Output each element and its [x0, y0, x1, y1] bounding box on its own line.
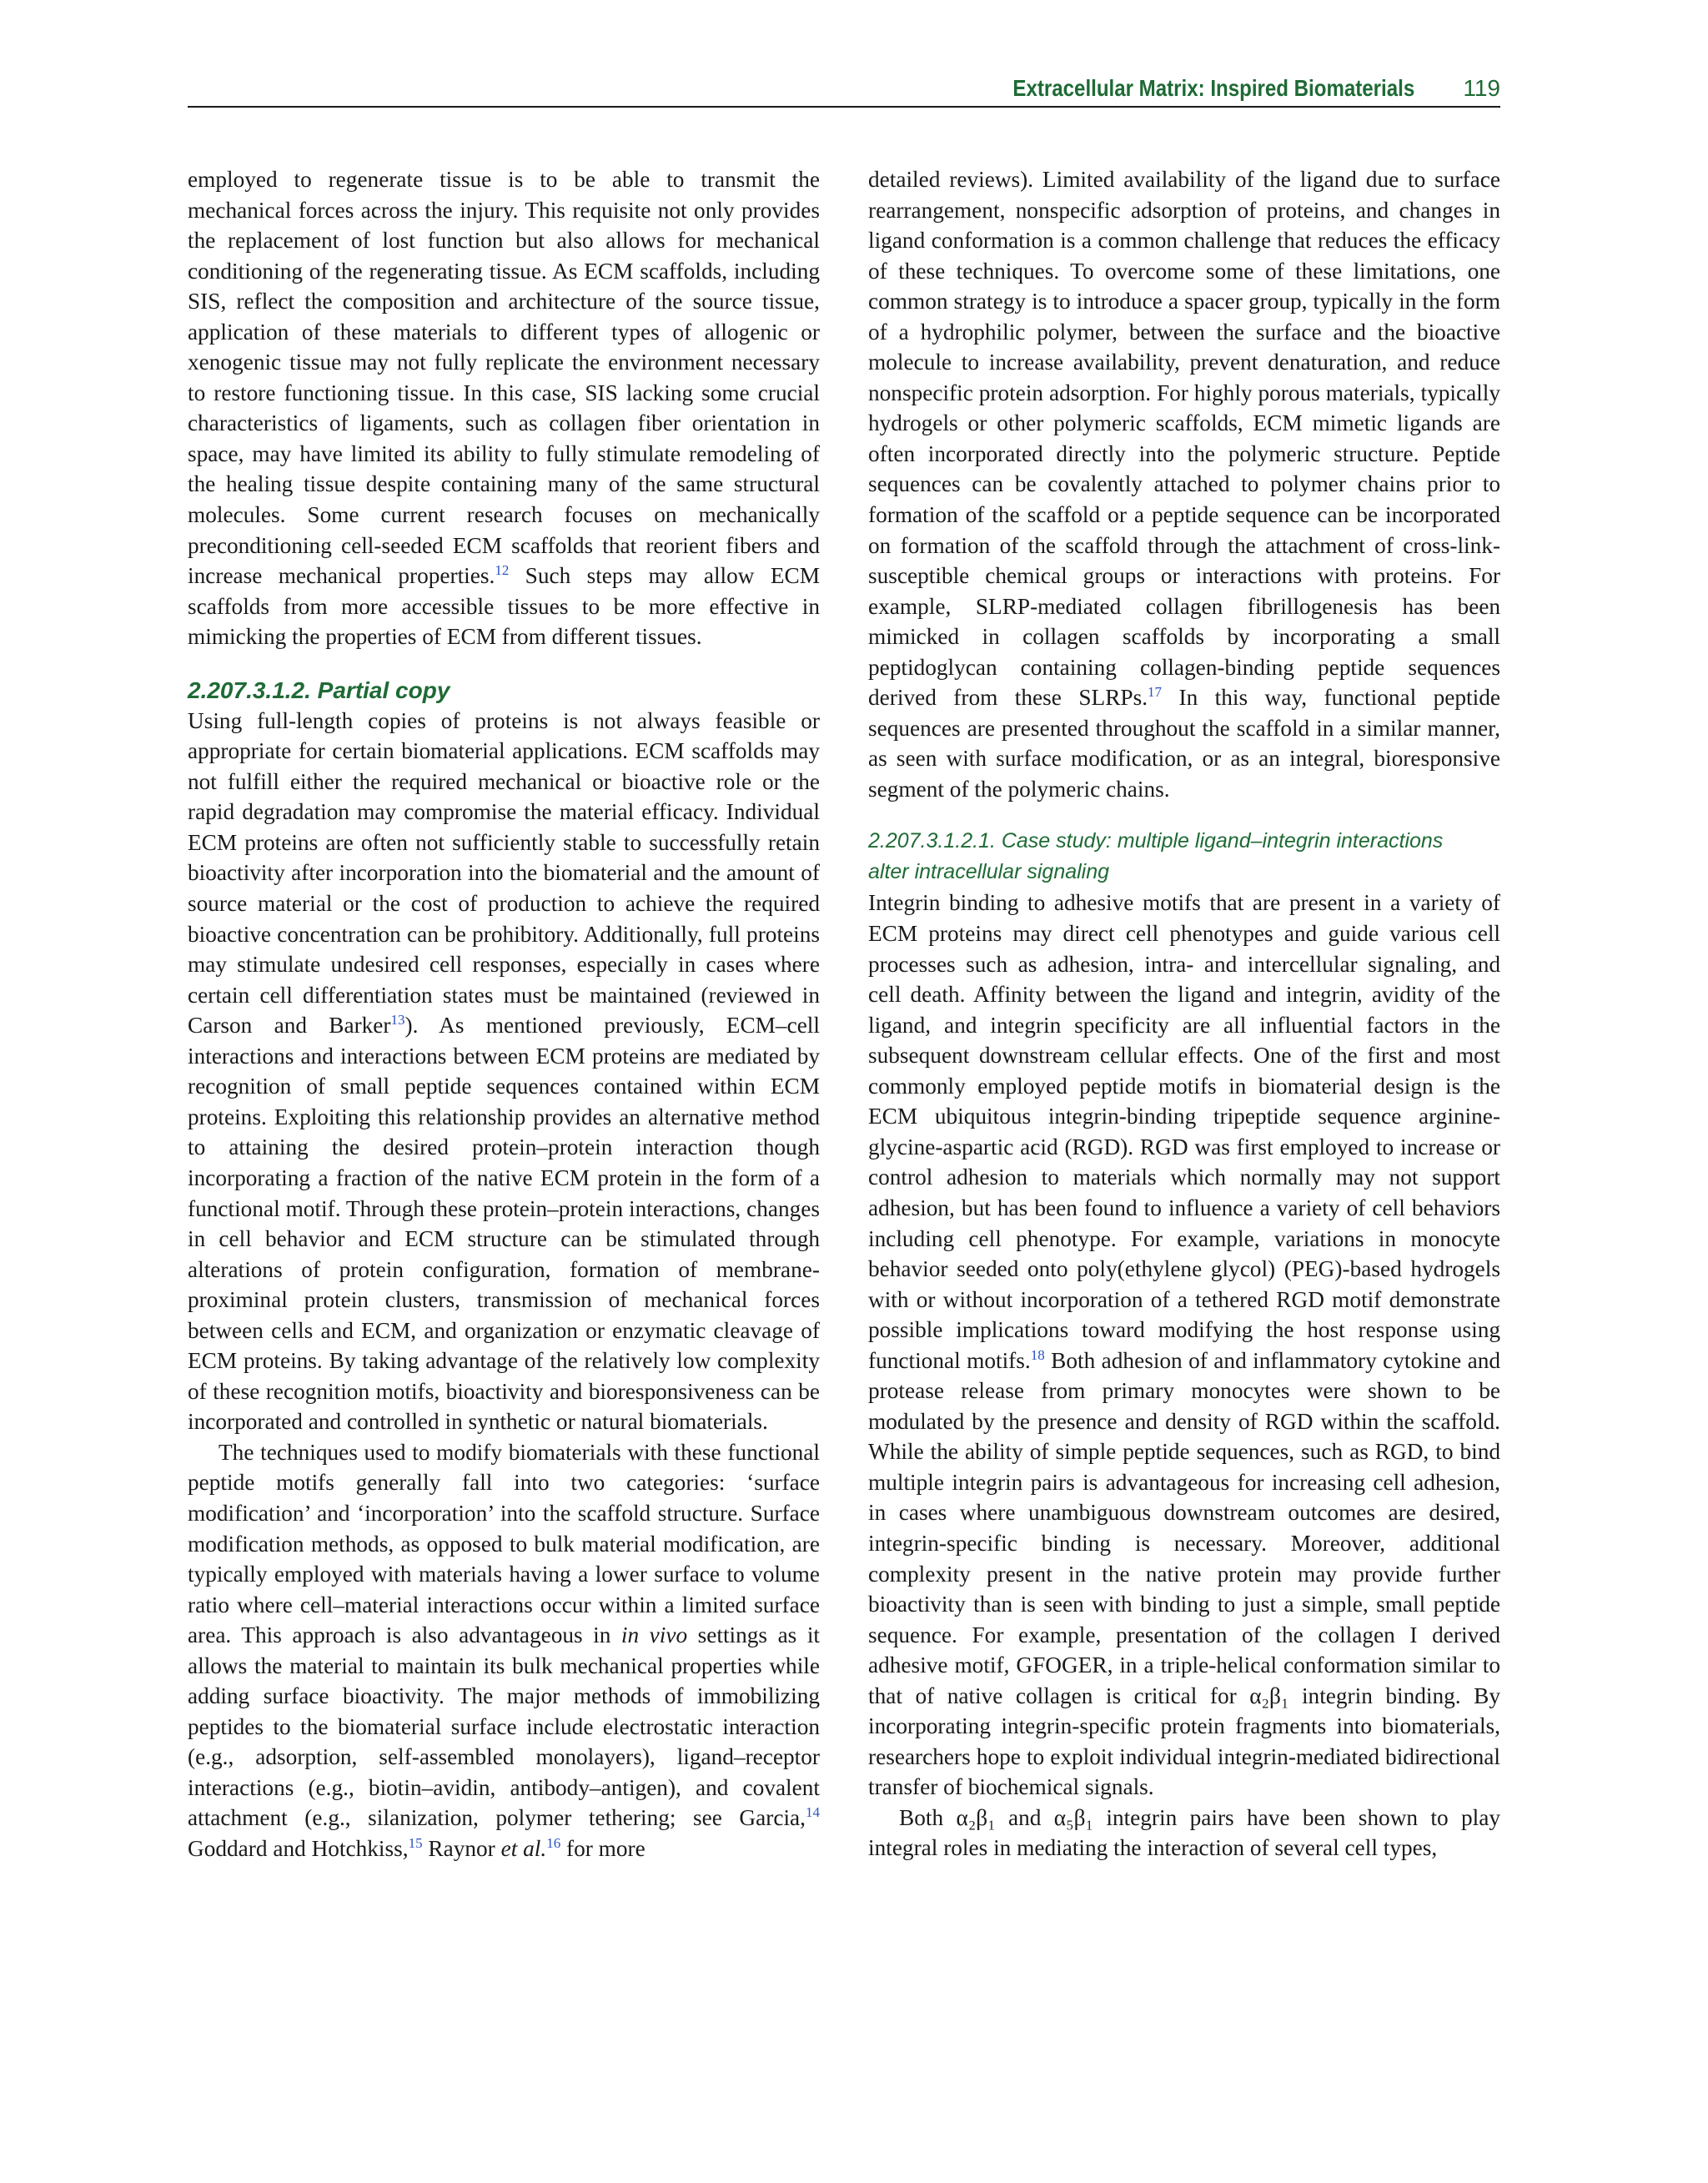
reference-link[interactable]: 18: [1030, 1346, 1045, 1363]
left-column: [188, 164, 820, 1864]
reference-link[interactable]: 13: [390, 1012, 405, 1029]
text-run: In this way, functional peptide sequences are presented throughout the scaffold in a similar manner, as seen with surface modification, or as an integral, bioresponsive segment of the polymeric chains.: [868, 685, 1500, 802]
text-run: employed to regenerate tissue is to be able to transmit the mechanical forces across the injury. This requisite not only provides the replacement of lost function but also allows for mechanical conditioning of the regenerating tissue. As ECM scaffolds, including SIS, reflect the composition and architecture of the source tissue, application of these materials to different types of allogenic or xenogenic tissue may not fully replicate the environment necessary to restore functioning tissue. In this case, SIS lacking some crucial characteristics of ligaments, such as collagen fiber orientation in space, may have limited its ability to fully stimulate remodeling of the healing tissue despite containing many of the same structural molecules. Some current research focuses on mechanically preconditioning cell-seeded ECM scaffolds that reorient fibers and increase mechanical properties.: [188, 167, 820, 589]
paragraph: [188, 1437, 820, 1864]
paragraph: [868, 888, 1500, 1802]
paragraph: [188, 706, 820, 1437]
reference-link[interactable]: 15: [408, 1834, 423, 1851]
text-run: Integrin binding to adhesive motifs that are present in a variety of ECM proteins may direct cell phenotypes and guide various cell processes such as adhesion, intra- and intercellular signaling, and cell death. Affinity between the ligand and integrin, avidity of the ligand, and integrin specificity are all influential factors in the subsequent downstream cellular effects. One of the first and most commonly employed peptide motifs in biomaterial design is the ECM ubiquitous integrin-binding tripeptide sequence arginine-glycine-aspartic acid (RGD). RGD was first employed to increase or control adhesion to materials which normally may not support adhesion, but has been found to influence a variety of cell behaviors including cell phenotype. For example, variations in monocyte behavior seeded onto poly(ethylene glycol) (PEG)-based hydrogels with or without incorporation of a tethered RGD motif demonstrate possible implications toward modifying the host response using functional motifs.: [868, 890, 1500, 1373]
text-run: ). As mentioned previously, ECM–cell interactions and interactions between ECM proteins are mediated by recognition of small peptide sequences contained within ECM proteins. Exploiting this relationship provides an alternative method to attaining the desired protein–protein interaction though incorporating a fraction of the native ECM protein in the form of a functional motif. Through these protein–protein interactions, changes in cell behavior and ECM structure can be stimulated through alterations of protein configuration, formation of membrane-proximinal protein clusters, transmission of mechanical forces between cells and ECM, and organization or enzymatic cleavage of ECM proteins. By taking advantage of the relatively low complexity of these recognition motifs, bioactivity and bioresponsiveness can be incorporated and controlled in synthetic or natural biomaterials.: [188, 1013, 820, 1435]
italic-text: et al.: [500, 1835, 547, 1861]
text-run: Such steps may allow ECM scaffolds from more accessible tissues to be more effective in mimicking the properties of ECM from different tissues.: [188, 563, 820, 650]
heading-line: 2.207.3.1.2.1. Case study: multiple ligand–integrin interactions: [868, 829, 1444, 853]
text-run: Both α₂β₁ and α₅β₁ integrin pairs have been shown to play integral roles in mediating the interaction of several cell types,: [868, 1804, 1500, 1861]
text-run: settings as it allows the material to maintain its bulk mechanical properties while adding surface bioactivity. The major methods of immobilizing peptides to the biomaterial surface include electrostatic interaction (e.g., adsorption, self-assembled monolayers), ligand–receptor interactions (e.g., biotin–avidin, antibody–antigen), and covalent attachment (e.g., silanization, polymer tethering; see Garcia,: [188, 1622, 820, 1831]
italic-text: in vivo: [620, 1622, 688, 1648]
text-run: Both adhesion of and inflammatory cytokine and protease release from primary monocytes were shown to be modulated by the presence and density of RGD within the scaffold. While the ability of simple peptide sequences, such as RGD, to bind multiple integrin pairs is advantageous for increasing cell adhesion, in cases where unambiguous downstream outcomes are desired, integrin-specific binding is necessary. Moreover, additional complexity present in the native protein may provide further bioactivity than is seen with binding to just a simple, small peptide sequence. For example, presentation of the collagen I derived adhesive motif, GFOGER, in a triple-helical conformation similar to that of native collagen is critical for α₂β₁ integrin binding. By incorporating integrin-specific protein fragments into biomaterials, researchers hope to exploit individual integrin-mediated bidirectional transfer of biochemical signals.: [868, 1347, 1501, 1800]
text-run: Using full-length copies of proteins is not always feasible or appropriate for certain biomaterial applications. ECM scaffolds may not fulfill either the required mechanical or bioactive role or the rapid degradation may compromise the material efficacy. Individual ECM proteins are often not sufficiently stable to successfully retain bioactivity after incorporation into the biomaterial and the amount of source material or the cost of production to achieve the required bioactive concentration can be prohibitory. Additionally, full proteins may stimulate undesired cell responses, especially in cases where certain cell differentiation states must be maintained (reviewed in Carson and Barker: [188, 707, 820, 1039]
right-column: [868, 164, 1500, 1864]
heading-line: alter intracellular signaling: [868, 860, 1110, 884]
text-run: The techniques used to modify biomaterials with these functional peptide motifs generally fall into two categories: ‘surface modification’ and ‘incorporation’ into the scaffold structure. Surface modification methods, as opposed to bulk material modification, are typically employed with materials having a lower surface to volume ratio where cell–material interactions occur within a limited surface area. This approach is also advantageous in: [188, 1439, 820, 1648]
text-run: Raynor: [422, 1835, 501, 1861]
subsection-heading: [868, 826, 1500, 888]
running-title: Extracellular Matrix: Inspired Biomaterials: [1012, 75, 1414, 101]
text-run: Goddard and Hotchkiss,: [188, 1835, 409, 1861]
reference-link[interactable]: 17: [1148, 684, 1163, 701]
reference-link[interactable]: 14: [806, 1804, 820, 1821]
page-number: 119: [1463, 75, 1500, 101]
text-run: for more: [560, 1835, 646, 1861]
text-run: detailed reviews). Limited availability of the ligand due to surface rearrangement, nonspecific adsorption of proteins, and changes in ligand conformation is a common challenge that reduces the efficacy of these techniques. To overcome some of these limitations, one common strategy is to introduce a spacer group, typically in the form of a hydrophilic polymer, between the surface and the bioactive molecule to increase availability, prevent denaturation, and reduce nonspecific protein adsorption. For highly porous materials, typically hydrogels or other polymeric scaffolds, ECM mimetic ligands are often incorporated directly into the polymeric structure. Peptide sequences can be covalently attached to polymer chains prior to formation of the scaffold or a peptide sequence can be incorporated on formation of the scaffold through the attachment of cross-link-susceptible chemical groups or interactions with proteins. For example, SLRP-mediated collagen fibrillogenesis has been mimicked in collagen scaffolds by incorporating a small peptidoglycan containing collagen-binding peptide sequences derived from these SLRPs.: [868, 167, 1500, 711]
paragraph: [868, 164, 1500, 804]
section-heading: 2.207.3.1.2. Partial copy: [188, 677, 450, 703]
paragraph: [868, 1803, 1500, 1864]
reference-link[interactable]: 16: [546, 1834, 561, 1851]
reference-link[interactable]: 12: [495, 562, 510, 579]
header-rule: [188, 106, 1500, 108]
paragraph: [188, 164, 820, 652]
